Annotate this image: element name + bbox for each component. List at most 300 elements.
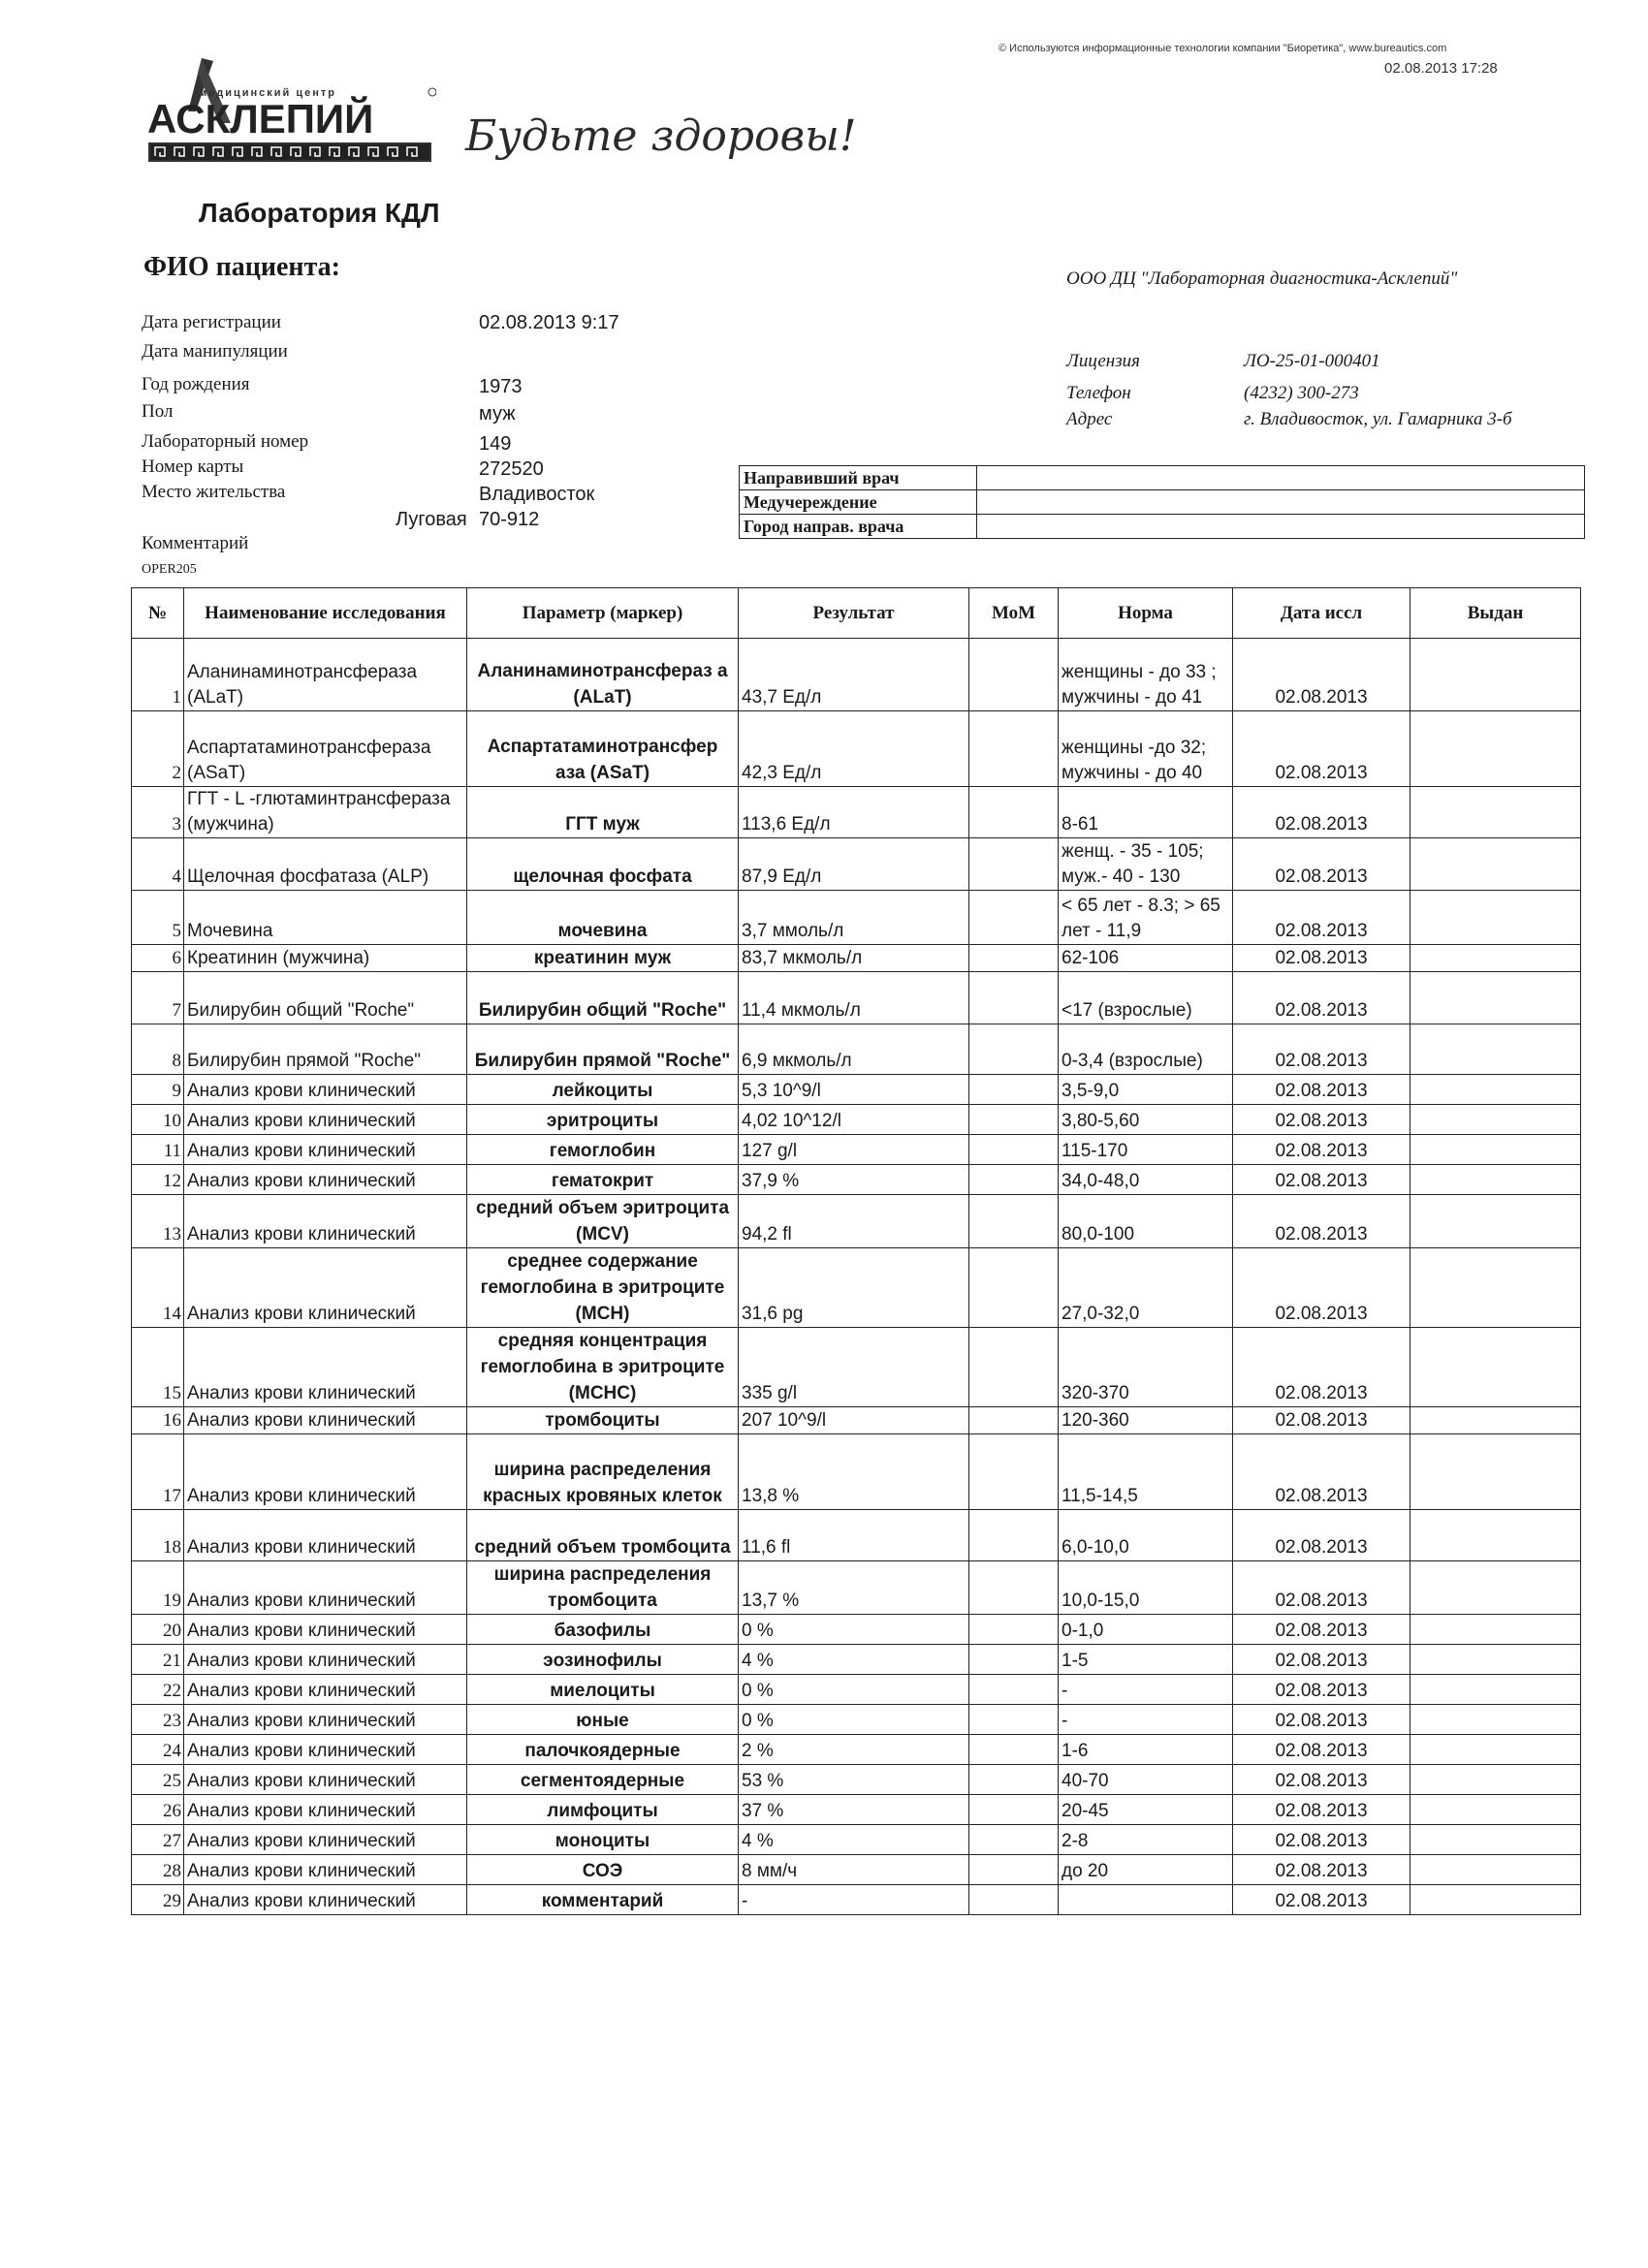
study-date: 02.08.2013 xyxy=(1233,972,1410,1024)
norm-value: 1-5 xyxy=(1059,1645,1233,1675)
table-row xyxy=(132,1024,1581,1075)
study-name: Анализ крови клинический xyxy=(184,1825,467,1855)
table-row xyxy=(132,1645,1581,1675)
mom-value xyxy=(969,1675,1059,1705)
row-number: 14 xyxy=(132,1248,184,1328)
result-value: 11,4 мкмоль/л xyxy=(739,972,969,1024)
mom-value xyxy=(969,972,1059,1024)
parameter-name: миелоциты xyxy=(467,1675,739,1705)
norm-value: 27,0-32,0 xyxy=(1059,1248,1233,1328)
parameter-name: Аланинаминотрансфераз а (ALaT) xyxy=(467,639,739,711)
row-number: 17 xyxy=(132,1434,184,1510)
mom-value xyxy=(969,1885,1059,1915)
sex-label: Пол xyxy=(142,401,174,422)
row-number: 20 xyxy=(132,1615,184,1645)
study-name: Анализ крови клинический xyxy=(184,1105,467,1135)
table-row xyxy=(132,1195,1581,1248)
parameter-name: средний объем эритроцита (MCV) xyxy=(467,1195,739,1248)
study-name: Аланинаминотрансфераза (ALaT) xyxy=(184,639,467,711)
study-name: Анализ крови клинический xyxy=(184,1328,467,1407)
mom-value xyxy=(969,1795,1059,1825)
study-name: ГГТ - L -глютаминтрансфераза (мужчина) xyxy=(184,787,467,838)
mom-value xyxy=(969,1615,1059,1645)
norm-value: 10,0-15,0 xyxy=(1059,1561,1233,1615)
parameter-name: щелочная фосфата xyxy=(467,838,739,891)
license-value: ЛО-25-01-000401 xyxy=(1244,351,1380,371)
row-number: 24 xyxy=(132,1735,184,1765)
table-row xyxy=(132,1855,1581,1885)
parameter-name: гемоглобин xyxy=(467,1135,739,1165)
parameter-name: ГГТ муж xyxy=(467,787,739,838)
norm-value: 0-3,4 (взрослые) xyxy=(1059,1024,1233,1075)
issued-value xyxy=(1410,1645,1581,1675)
issued-value xyxy=(1410,972,1581,1024)
mom-value xyxy=(969,1765,1059,1795)
card-number-label: Номер карты xyxy=(142,457,244,477)
result-value: 6,9 мкмоль/л xyxy=(739,1024,969,1075)
study-name: Анализ крови клинический xyxy=(184,1615,467,1645)
result-value: 31,6 pg xyxy=(739,1248,969,1328)
table-header-row xyxy=(132,588,1581,639)
result-value: 83,7 мкмоль/л xyxy=(739,945,969,972)
result-value: 0 % xyxy=(739,1705,969,1735)
study-date: 02.08.2013 xyxy=(1233,1675,1410,1705)
table-row xyxy=(132,1407,1581,1434)
mom-value xyxy=(969,1510,1059,1561)
lab-number-value: 149 xyxy=(479,433,512,455)
parameter-name: СОЭ xyxy=(467,1855,739,1885)
issued-value xyxy=(1410,838,1581,891)
table-row xyxy=(132,1328,1581,1407)
parameter-name: среднее содержание гемоглобина в эритроците (MCH) xyxy=(467,1248,739,1328)
table-row xyxy=(132,1165,1581,1195)
row-number: 25 xyxy=(132,1765,184,1795)
mom-value xyxy=(969,1407,1059,1434)
col-header-parameter: Параметр (маркер) xyxy=(467,588,739,639)
result-value: 335 g/l xyxy=(739,1328,969,1407)
residence-city: Владивосток xyxy=(479,484,595,505)
result-value: 43,7 Ед/л xyxy=(739,639,969,711)
mom-value xyxy=(969,1328,1059,1407)
card-number-value: 272520 xyxy=(479,458,544,480)
result-value: 2 % xyxy=(739,1735,969,1765)
comment-label: Комментарий xyxy=(142,533,249,553)
table-row xyxy=(132,1705,1581,1735)
birth-year-value: 1973 xyxy=(479,376,523,397)
parameter-name: мочевина xyxy=(467,891,739,945)
norm-value: 8-61 xyxy=(1059,787,1233,838)
norm-value: <17 (взрослые) xyxy=(1059,972,1233,1024)
study-name: Анализ крови клинический xyxy=(184,1795,467,1825)
col-header-study: Наименование исследования xyxy=(184,588,467,639)
row-number: 2 xyxy=(132,711,184,787)
study-date: 02.08.2013 xyxy=(1233,1645,1410,1675)
table-row xyxy=(132,1561,1581,1615)
study-date: 02.08.2013 xyxy=(1233,1434,1410,1510)
norm-value: 80,0-100 xyxy=(1059,1195,1233,1248)
study-date: 02.08.2013 xyxy=(1233,1795,1410,1825)
result-value: 3,7 ммоль/л xyxy=(739,891,969,945)
study-name: Анализ крови клинический xyxy=(184,1248,467,1328)
table-row xyxy=(132,639,1581,711)
result-value: 13,7 % xyxy=(739,1561,969,1615)
norm-value: женщины -до 32; мужчины - до 40 xyxy=(1059,711,1233,787)
parameter-name: палочкоядерные xyxy=(467,1735,739,1765)
study-date: 02.08.2013 xyxy=(1233,1407,1410,1434)
issued-value xyxy=(1410,1825,1581,1855)
mom-value xyxy=(969,1561,1059,1615)
study-name: Анализ крови клинический xyxy=(184,1075,467,1105)
table-row xyxy=(132,787,1581,838)
table-row xyxy=(132,838,1581,891)
study-name: Креатинин (мужчина) xyxy=(184,945,467,972)
norm-value: женщ. - 35 - 105; муж.- 40 - 130 xyxy=(1059,838,1233,891)
address-value: г. Владивосток, ул. Гамарника 3-б xyxy=(1244,409,1512,429)
issued-value xyxy=(1410,1328,1581,1407)
norm-value: 115-170 xyxy=(1059,1135,1233,1165)
parameter-name: лимфоциты xyxy=(467,1795,739,1825)
result-value: 11,6 fl xyxy=(739,1510,969,1561)
row-number: 26 xyxy=(132,1795,184,1825)
norm-value: 1-6 xyxy=(1059,1735,1233,1765)
issued-value xyxy=(1410,1165,1581,1195)
table-row xyxy=(132,1675,1581,1705)
row-number: 6 xyxy=(132,945,184,972)
study-name: Анализ крови клинический xyxy=(184,1407,467,1434)
table-row xyxy=(132,1105,1581,1135)
norm-value: 34,0-48,0 xyxy=(1059,1165,1233,1195)
parameter-name: юные xyxy=(467,1705,739,1735)
issued-value xyxy=(1410,1407,1581,1434)
norm-value xyxy=(1059,1885,1233,1915)
issued-value xyxy=(1410,1795,1581,1825)
study-name: Анализ крови клинический xyxy=(184,1165,467,1195)
result-value: 37 % xyxy=(739,1795,969,1825)
parameter-name: моноциты xyxy=(467,1825,739,1855)
institution-value xyxy=(977,490,1585,515)
norm-value: - xyxy=(1059,1705,1233,1735)
row-number: 15 xyxy=(132,1328,184,1407)
study-date: 02.08.2013 xyxy=(1233,1135,1410,1165)
print-datetime: 02.08.2013 17:28 xyxy=(1384,60,1498,77)
patient-name-label: ФИО пациента: xyxy=(143,252,340,282)
residence-house: 70-912 xyxy=(479,509,540,530)
col-header-norm: Норма xyxy=(1059,588,1233,639)
issued-value xyxy=(1410,1105,1581,1135)
issued-value xyxy=(1410,1510,1581,1561)
study-date: 02.08.2013 xyxy=(1233,1615,1410,1645)
result-value: 4 % xyxy=(739,1645,969,1675)
row-number: 11 xyxy=(132,1135,184,1165)
result-value: - xyxy=(739,1885,969,1915)
issued-value xyxy=(1410,1075,1581,1105)
study-date: 02.08.2013 xyxy=(1233,787,1410,838)
result-value: 87,9 Ед/л xyxy=(739,838,969,891)
row-number: 9 xyxy=(132,1075,184,1105)
reg-date-value: 02.08.2013 9:17 xyxy=(479,312,619,333)
parameter-name: Аспартатаминотрансфер аза (ASaT) xyxy=(467,711,739,787)
study-name: Анализ крови клинический xyxy=(184,1855,467,1885)
referring-doctor-value xyxy=(977,466,1585,490)
col-header-date: Дата иссл xyxy=(1233,588,1410,639)
row-number: 21 xyxy=(132,1645,184,1675)
issued-value xyxy=(1410,891,1581,945)
institution-label: Медучереждение xyxy=(740,490,977,515)
result-value: 5,3 10^9/l xyxy=(739,1075,969,1105)
study-date: 02.08.2013 xyxy=(1233,1855,1410,1885)
study-name: Анализ крови клинический xyxy=(184,1645,467,1675)
study-date: 02.08.2013 xyxy=(1233,1195,1410,1248)
norm-value: 320-370 xyxy=(1059,1328,1233,1407)
parameter-name: средняя концентрация гемоглобина в эритроците (MCHC) xyxy=(467,1328,739,1407)
asklepiy-logo xyxy=(145,53,436,165)
study-date: 02.08.2013 xyxy=(1233,1765,1410,1795)
study-name: Анализ крови клинический xyxy=(184,1510,467,1561)
norm-value: 2-8 xyxy=(1059,1825,1233,1855)
parameter-name: лейкоциты xyxy=(467,1075,739,1105)
norm-value: женщины - до 33 ; мужчины - до 41 xyxy=(1059,639,1233,711)
address-label: Адрес xyxy=(1066,409,1113,429)
table-row xyxy=(132,1765,1581,1795)
residence-label: Место жительства xyxy=(142,482,286,502)
table-row xyxy=(132,711,1581,787)
norm-value: < 65 лет - 8.3; > 65 лет - 11,9 xyxy=(1059,891,1233,945)
parameter-name: комментарий xyxy=(467,1885,739,1915)
study-date: 02.08.2013 xyxy=(1233,1510,1410,1561)
mom-value xyxy=(969,1075,1059,1105)
study-name: Анализ крови клинический xyxy=(184,1195,467,1248)
parameter-name: эозинофилы xyxy=(467,1645,739,1675)
mom-value xyxy=(969,1735,1059,1765)
issued-value xyxy=(1410,1024,1581,1075)
result-value: 4,02 10^12/l xyxy=(739,1105,969,1135)
slogan: Будьте здоровы! xyxy=(465,111,857,161)
study-date: 02.08.2013 xyxy=(1233,1328,1410,1407)
mom-value xyxy=(969,1855,1059,1885)
study-date: 02.08.2013 xyxy=(1233,945,1410,972)
parameter-name: тромбоциты xyxy=(467,1407,739,1434)
table-row xyxy=(132,945,1581,972)
study-name: Анализ крови клинический xyxy=(184,1705,467,1735)
row-number: 19 xyxy=(132,1561,184,1615)
mom-value xyxy=(969,639,1059,711)
row-number: 5 xyxy=(132,891,184,945)
study-date: 02.08.2013 xyxy=(1233,1825,1410,1855)
issued-value xyxy=(1410,1195,1581,1248)
table-row xyxy=(132,1885,1581,1915)
study-name: Анализ крови клинический xyxy=(184,1885,467,1915)
table-row xyxy=(132,1615,1581,1645)
mom-value xyxy=(969,711,1059,787)
issued-value xyxy=(1410,1765,1581,1795)
sex-value: муж xyxy=(479,403,516,425)
operator-code: OPER205 xyxy=(142,562,197,577)
study-name: Мочевина xyxy=(184,891,467,945)
study-name: Щелочная фосфатаза (ALP) xyxy=(184,838,467,891)
study-date: 02.08.2013 xyxy=(1233,1248,1410,1328)
table-row xyxy=(132,1434,1581,1510)
mom-value xyxy=(969,1195,1059,1248)
result-value: 94,2 fl xyxy=(739,1195,969,1248)
study-date: 02.08.2013 xyxy=(1233,1024,1410,1075)
parameter-name: эритроциты xyxy=(467,1105,739,1135)
study-date: 02.08.2013 xyxy=(1233,838,1410,891)
issued-value xyxy=(1410,1248,1581,1328)
study-name: Анализ крови клинический xyxy=(184,1765,467,1795)
norm-value: - xyxy=(1059,1675,1233,1705)
row-number: 18 xyxy=(132,1510,184,1561)
result-value: 13,8 % xyxy=(739,1434,969,1510)
issued-value xyxy=(1410,1735,1581,1765)
table-row xyxy=(132,1825,1581,1855)
study-date: 02.08.2013 xyxy=(1233,891,1410,945)
study-date: 02.08.2013 xyxy=(1233,639,1410,711)
row-number: 3 xyxy=(132,787,184,838)
study-date: 02.08.2013 xyxy=(1233,1165,1410,1195)
table-row xyxy=(132,1135,1581,1165)
row-number: 29 xyxy=(132,1885,184,1915)
study-name: Билирубин общий "Roche" xyxy=(184,972,467,1024)
table-row xyxy=(132,891,1581,945)
table-row xyxy=(132,1248,1581,1328)
norm-value: 40-70 xyxy=(1059,1765,1233,1795)
mom-value xyxy=(969,1024,1059,1075)
table-row xyxy=(132,1075,1581,1105)
mom-value xyxy=(969,838,1059,891)
license-label: Лицензия xyxy=(1066,351,1140,371)
parameter-name: гематокрит xyxy=(467,1165,739,1195)
norm-value: 20-45 xyxy=(1059,1795,1233,1825)
issued-value xyxy=(1410,639,1581,711)
residence-street: Луговая xyxy=(396,509,467,530)
referral-box xyxy=(739,465,1585,539)
referring-city-value xyxy=(977,515,1585,539)
reg-date-label: Дата регистрации xyxy=(142,312,281,332)
result-value: 4 % xyxy=(739,1825,969,1855)
row-number: 1 xyxy=(132,639,184,711)
mom-value xyxy=(969,891,1059,945)
table-row xyxy=(132,972,1581,1024)
norm-value: 3,5-9,0 xyxy=(1059,1075,1233,1105)
birth-year-label: Год рождения xyxy=(142,374,250,394)
result-value: 127 g/l xyxy=(739,1135,969,1165)
result-value: 42,3 Ед/л xyxy=(739,711,969,787)
mom-value xyxy=(969,1135,1059,1165)
referring-doctor-label: Направивший врач xyxy=(740,466,977,490)
issued-value xyxy=(1410,1434,1581,1510)
mom-value xyxy=(969,945,1059,972)
issued-value xyxy=(1410,1705,1581,1735)
study-name: Анализ крови клинический xyxy=(184,1561,467,1615)
row-number: 22 xyxy=(132,1675,184,1705)
top-copyright-note: © Используются информационные технологии компании "Биоретика", www.bureautics.com xyxy=(998,43,1447,54)
issued-value xyxy=(1410,787,1581,838)
parameter-name: ширина распределения красных кровяных клеток xyxy=(467,1434,739,1510)
study-date: 02.08.2013 xyxy=(1233,1075,1410,1105)
parameter-name: Билирубин общий "Roche" xyxy=(467,972,739,1024)
table-row xyxy=(132,1510,1581,1561)
study-date: 02.08.2013 xyxy=(1233,1885,1410,1915)
norm-value: 0-1,0 xyxy=(1059,1615,1233,1645)
table-row xyxy=(132,1795,1581,1825)
phone-label: Телефон xyxy=(1066,383,1131,403)
row-number: 12 xyxy=(132,1165,184,1195)
parameter-name: базофилы xyxy=(467,1615,739,1645)
study-date: 02.08.2013 xyxy=(1233,1105,1410,1135)
row-number: 28 xyxy=(132,1855,184,1885)
referring-city-label: Город направ. врача xyxy=(740,515,977,539)
result-value: 37,9 % xyxy=(739,1165,969,1195)
lab-title: Лаборатория КДЛ xyxy=(199,198,440,228)
parameter-name: Билирубин прямой "Roche" xyxy=(467,1024,739,1075)
study-name: Анализ крови клинический xyxy=(184,1135,467,1165)
mom-value xyxy=(969,1645,1059,1675)
issued-value xyxy=(1410,1561,1581,1615)
study-date: 02.08.2013 xyxy=(1233,1735,1410,1765)
result-value: 207 10^9/l xyxy=(739,1407,969,1434)
issued-value xyxy=(1410,1135,1581,1165)
norm-value: 120-360 xyxy=(1059,1407,1233,1434)
mom-value xyxy=(969,1705,1059,1735)
study-date: 02.08.2013 xyxy=(1233,1705,1410,1735)
row-number: 23 xyxy=(132,1705,184,1735)
norm-value: 62-106 xyxy=(1059,945,1233,972)
norm-value: 6,0-10,0 xyxy=(1059,1510,1233,1561)
row-number: 27 xyxy=(132,1825,184,1855)
result-value: 0 % xyxy=(739,1615,969,1645)
result-value: 53 % xyxy=(739,1765,969,1795)
norm-value: 11,5-14,5 xyxy=(1059,1434,1233,1510)
issued-value xyxy=(1410,945,1581,972)
row-number: 8 xyxy=(132,1024,184,1075)
col-header-mom: МоМ xyxy=(969,588,1059,639)
organization-name: ООО ДЦ "Лабораторная диагностика-Асклепий" xyxy=(1066,268,1458,289)
col-header-result: Результат xyxy=(739,588,969,639)
parameter-name: креатинин муж xyxy=(467,945,739,972)
parameter-name: средний объем тромбоцита xyxy=(467,1510,739,1561)
issued-value xyxy=(1410,1675,1581,1705)
mom-value xyxy=(969,1434,1059,1510)
results-table xyxy=(131,587,1581,1915)
table-row xyxy=(132,1735,1581,1765)
mom-value xyxy=(969,1248,1059,1328)
row-number: 13 xyxy=(132,1195,184,1248)
study-name: Анализ крови клинический xyxy=(184,1434,467,1510)
row-number: 16 xyxy=(132,1407,184,1434)
mom-value xyxy=(969,1825,1059,1855)
parameter-name: ширина распределения тромбоцита xyxy=(467,1561,739,1615)
study-name: Аспартатаминотрансфераза (ASaT) xyxy=(184,711,467,787)
issued-value xyxy=(1410,1615,1581,1645)
col-header-number: № xyxy=(132,588,184,639)
norm-value: 3,80-5,60 xyxy=(1059,1105,1233,1135)
row-number: 4 xyxy=(132,838,184,891)
parameter-name: сегментоядерные xyxy=(467,1765,739,1795)
phone-value: (4232) 300-273 xyxy=(1244,383,1359,403)
mom-value xyxy=(969,787,1059,838)
study-name: Билирубин прямой "Roche" xyxy=(184,1024,467,1075)
issued-value xyxy=(1410,1855,1581,1885)
result-value: 0 % xyxy=(739,1675,969,1705)
mom-value xyxy=(969,1165,1059,1195)
study-date: 02.08.2013 xyxy=(1233,711,1410,787)
study-name: Анализ крови клинический xyxy=(184,1735,467,1765)
logo-main-text: АСКЛЕПИЙ xyxy=(147,96,374,142)
row-number: 7 xyxy=(132,972,184,1024)
study-date: 02.08.2013 xyxy=(1233,1561,1410,1615)
norm-value: до 20 xyxy=(1059,1855,1233,1885)
result-value: 113,6 Ед/л xyxy=(739,787,969,838)
